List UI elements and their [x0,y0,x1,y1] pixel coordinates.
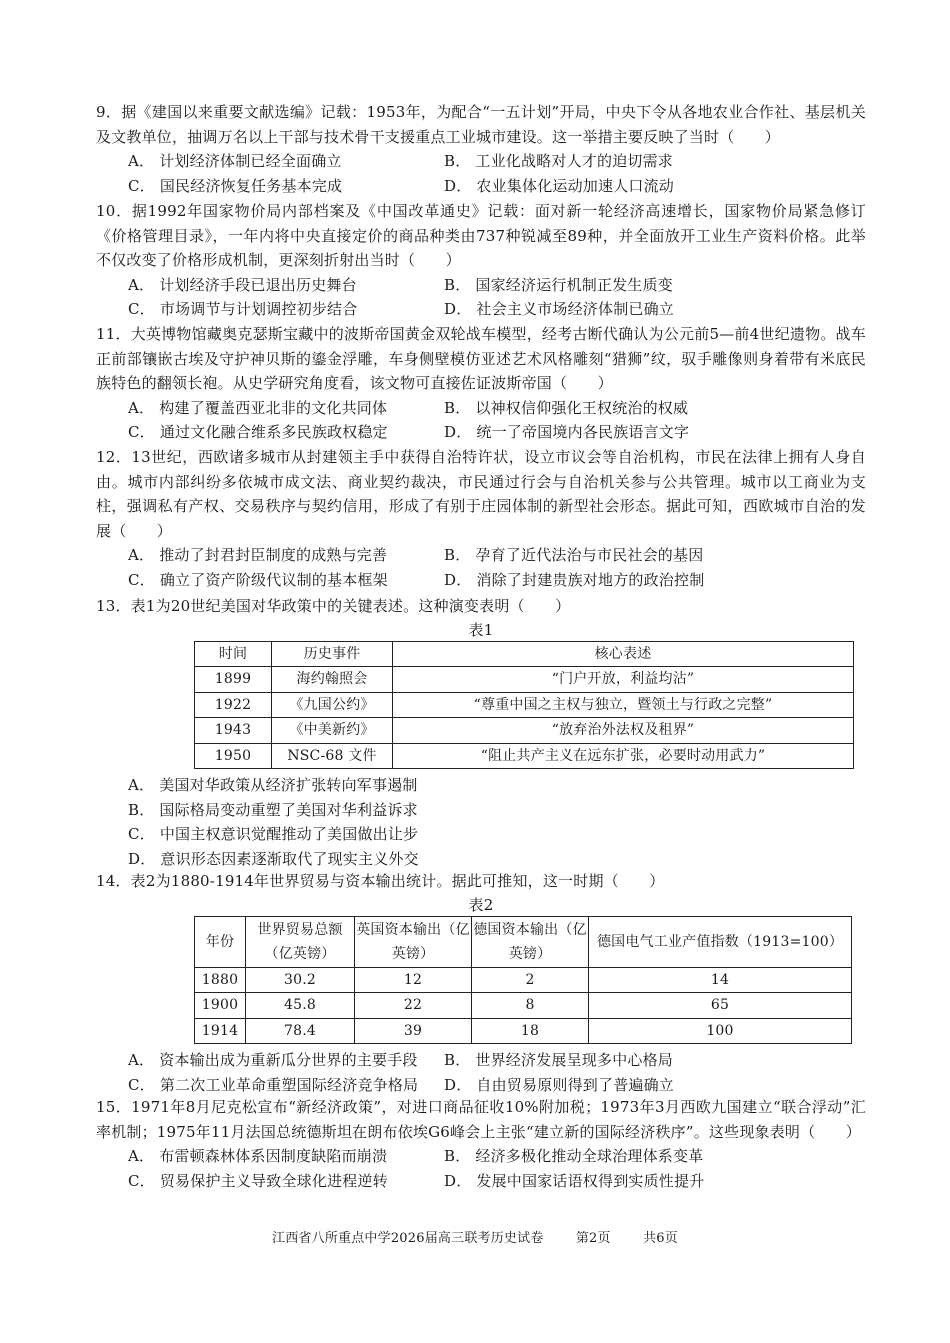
table-2-caption: 表2 [468,895,494,914]
option-d: D． 自由贸易原则得到了普遍确立 [444,1075,674,1094]
table-cell: 海约翰照会 [272,667,393,693]
question-11-options [128,396,866,445]
option-c: C． 确立了资产阶级代议制的基本框架 [128,570,388,589]
question-9-options [128,149,866,198]
table-row [195,667,854,693]
table-header: 时间 [195,641,272,667]
option-b: B． 工业化战略对人才的迫切需求 [444,152,673,170]
table-cell: 39 [355,1018,472,1044]
question-10-stem: 10．据1992年国家物价局内部档案及《中国改革通史》记载：面对新一轮经济高速增长，国家物价局紧急修订《价格管理目录》，一年内将中央直接定价的商品种类由737种锐减至89种，并全面放开工业生产资料价格。此举不仅改变了价格形成机制，更深刻折射出当时（ ） [96,202,866,269]
question-15-stem: 15．1971年8月尼克松宣布“新经济政策”，对进口商品征收10%附加税；1973年3月西欧九国建立“联合浮动”汇率机制；1975年11月法国总统德斯坦在朗布依埃G6峰会上主张“建立新的国际经济秩序”。这些现象表明（ ） [96,1098,866,1141]
table-cell: 1922 [195,692,272,718]
table-cell: 1914 [195,1018,246,1044]
table-row [195,718,854,744]
question-14-stem: 14．表2为1880-1914年世界贸易与资本输出统计。据此可推知，这一时期（ ） [96,872,665,890]
question-13-options [128,773,866,871]
table-header: 历史事件 [272,641,393,667]
option-c: C． 市场调节与计划调控初步结合 [128,300,358,318]
table-header: 英国资本输出（亿英镑） [355,916,472,967]
question-10-options [128,273,866,322]
table-cell: 1943 [195,718,272,744]
table-row [195,993,852,1019]
table-cell: 100 [589,1018,852,1044]
table-header: 年份 [195,916,246,967]
option-a: A． 美国对华政策从经济扩张转向军事遏制 [128,776,418,794]
question-11-stem: 11．大英博物馆藏奥克瑟斯宝藏中的波斯帝国黄金双轮战车模型，经考古断代确认为公元前5—前4世纪遗物。战车正前部镶嵌古埃及守护神贝斯的鎏金浮雕，车身侧壁模仿亚述艺术风格雕刻“猎狮”纹，驭手雕像则身着带有米底民族特色的翻领长袍。从史学研究角度看，该文物可直接佐证波斯帝国（ ） [96,325,866,392]
table-2 [194,916,852,1045]
table-header: 世界贸易总额（亿英镑） [246,916,355,967]
option-b: B． 经济多极化推动全球治理体系变革 [444,1147,704,1165]
table-cell: 1900 [195,993,246,1019]
table-cell: “尊重中国之主权与独立，暨领土与行政之完整” [393,692,854,718]
table-header: 德国资本输出（亿英镑） [472,916,589,967]
table-row [195,1018,852,1044]
table-1 [194,641,854,770]
table-cell: NSC-68 文件 [272,743,393,769]
table-cell: “门户开放，利益均沾” [393,667,854,693]
option-b: B． 以神权信仰强化王权统治的权威 [444,398,689,417]
table-cell: 8 [472,993,589,1019]
table-header: 核心表述 [393,641,854,667]
page-footer [0,1227,950,1246]
option-c: C． 国民经济恢复任务基本完成 [128,176,343,195]
question-12 [96,445,866,592]
option-d: D． 统一了帝国境内各民族语言文字 [444,423,690,441]
table-cell: 《中美新约》 [272,718,393,744]
table-cell: 2 [472,967,589,993]
table-row [195,967,852,993]
option-d: D． 社会主义市场经济体制已确立 [444,300,674,318]
question-9-stem: 9．据《建国以来重要文献选编》记载：1953年，为配合“一五计划”开局，中央下令从各地农业合作社、基层机关及文教单位，抽调万名以上干部与技术骨干支援重点工业城市建设。这一举措主要反映了当时（ ） [96,103,866,146]
option-c: C． 通过文化融合维系多民族政权稳定 [128,423,388,441]
table-cell: 65 [589,993,852,1019]
option-d: D． 发展中国家话语权得到实质性提升 [444,1171,705,1190]
option-a: A． 计划经济体制已经全面确立 [128,152,342,170]
table-cell: 1899 [195,667,272,693]
table-row [195,743,854,769]
option-c: C． 第二次工业革命重塑国际经济竞争格局 [128,1075,419,1094]
table-cell: 14 [589,967,852,993]
table-cell: “放弃治外法权及租界” [393,718,854,744]
question-12-options [128,543,866,592]
option-a: A． 推动了封君封臣制度的成熟与完善 [128,546,388,564]
table-1-caption: 表1 [468,620,494,639]
table-cell: 18 [472,1018,589,1044]
question-14 [96,869,866,1097]
option-a: A． 计划经济手段已退出历史舞台 [128,275,357,294]
option-a: A． 布雷顿森林体系因制度缺陷而崩溃 [128,1147,388,1165]
table-cell: 1880 [195,967,246,993]
table-cell: 1950 [195,743,272,769]
table-cell: 《九国公约》 [272,692,393,718]
option-b: B． 国家经济运行机制正发生质变 [444,275,673,294]
question-13-stem: 13．表1为20世纪美国对华政策中的关键表述。这种演变表明（ ） [96,597,571,615]
option-d: D． 消除了封建贵族对地方的政治控制 [444,570,705,589]
option-d: D． 意识形态因素逐渐取代了现实主义外交 [128,849,419,868]
option-b: B． 国际格局变动重塑了美国对华利益诉求 [128,800,418,819]
page-number: 第2页 [575,1231,611,1246]
option-b: B． 孕育了近代法治与市民社会的基因 [444,546,704,564]
table-cell: 22 [355,993,472,1019]
question-9 [96,100,866,198]
option-a: A． 资本输出成为重新瓜分世界的主要手段 [128,1051,418,1069]
question-11 [96,322,866,445]
question-12-stem: 12．13世纪，西欧诸多城市从封建领主手中获得自治特许状，设立市议会等自治机构，市民在法律上拥有人身自由。城市内部纠纷多依城市成文法、商业契约裁决，市民通过行会与自治机关参与公共管理。城市以工商业为支柱，强调私有产权、交易秩序与契约信用，形成了有别于庄园体制的新型社会形态。据此可知，西欧城市自治的发展（ ） [96,448,866,540]
option-c: C． 贸易保护主义导致全球化进程逆转 [128,1171,388,1190]
option-c: C． 中国主权意识觉醒推动了美国做出让步 [128,825,419,843]
table-cell: “阻止共产主义在远东扩张，必要时动用武力” [393,743,854,769]
table-cell: 78.4 [246,1018,355,1044]
table-cell: 45.8 [246,993,355,1019]
table-header: 德国电气工业产值指数（1913=100） [589,916,852,967]
table-row [195,692,854,718]
option-b: B． 世界经济发展呈现多中心格局 [444,1051,673,1069]
exam-title: 江西省八所重点中学2026届高三联考历史试卷 [272,1231,544,1246]
question-13 [96,594,866,871]
table-cell: 30.2 [246,967,355,993]
question-10 [96,199,866,322]
option-a: A． 构建了覆盖西亚北非的文化共同体 [128,398,388,417]
page-total: 共6页 [643,1231,678,1246]
option-d: D． 农业集体化运动加速人口流动 [444,176,674,195]
table-cell: 12 [355,967,472,993]
question-15-options [128,1144,866,1193]
question-14-options [128,1048,866,1097]
question-15 [96,1095,866,1193]
